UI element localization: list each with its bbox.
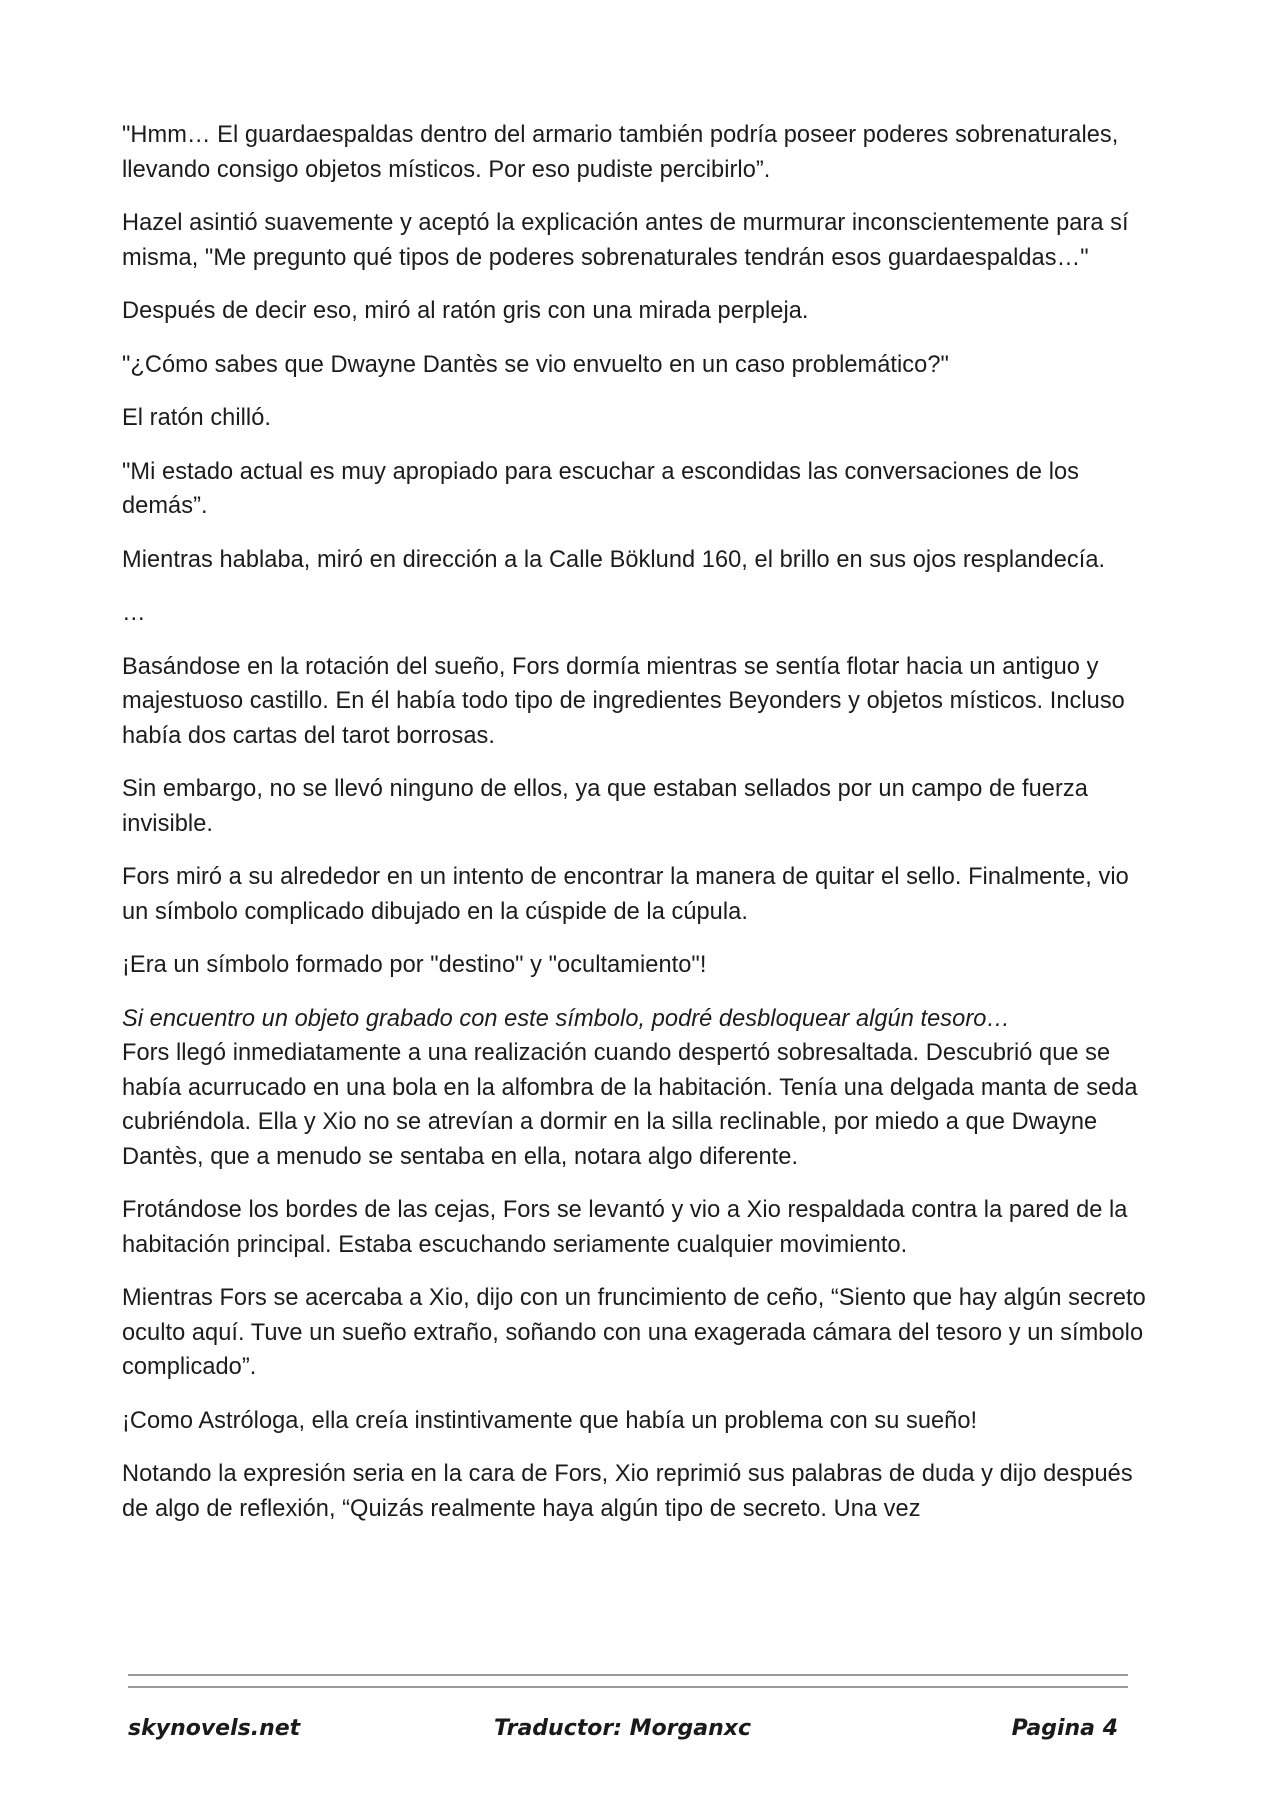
paragraph: Mientras Fors se acercaba a Xio, dijo con un fruncimiento de ceño, “Siento que hay algún secreto oculto aquí. Tuve un sueño extraño, soñando con una exagerada cámara del tesoro y un símbolo complicado”. — [122, 1285, 1146, 1380]
paragraph: Fors miró a su alrededor en un intento de encontrar la manera de quitar el sello. Finalmente, vio un símbolo complicado dibujado en la cúspide de la cúpula. — [122, 864, 1129, 925]
footer-translator: Traductor: Morganxc — [494, 1716, 752, 1741]
footer-page-number: Pagina 4 — [1011, 1716, 1118, 1741]
paragraph: Notando la expresión seria en la cara de Fors, Xio reprimió sus palabras de duda y dijo después de algo de reflexión, “Quizás realmente haya algún tipo de secreto. Una vez — [122, 1461, 1133, 1522]
footer-divider-top — [128, 1674, 1128, 1676]
paragraph: "¿Cómo sabes que Dwayne Dantès se vio envuelto en un caso problemático?" — [122, 351, 949, 378]
page-footer — [128, 1716, 1128, 1756]
footer-divider-bottom — [128, 1686, 1128, 1688]
scene-break: … — [122, 600, 146, 626]
page-body — [122, 118, 1158, 1545]
paragraph: Basándose en la rotación del sueño, Fors dormía mientras se sentía flotar hacia un antiguo y majestuoso castillo. En él había todo tipo de ingredientes Beyonders y objetos místicos. Incluso había dos cartas del tarot borrosas. — [122, 653, 1125, 749]
paragraph: Después de decir eso, miró al ratón gris con una mirada perpleja. — [122, 298, 809, 324]
paragraph: ¡Como Astróloga, ella creía instintivamente que había un problema con su sueño! — [122, 1407, 978, 1434]
paragraph: ¡Era un símbolo formado por "destino" y "ocultamiento"! — [122, 952, 707, 978]
paragraph: Mientras hablaba, miró en dirección a la Calle Böklund 160, el brillo en sus ojos resplandecía. — [122, 546, 1106, 573]
paragraph: Sin embargo, no se llevó ninguno de ellos, ya que estaban sellados por un campo de fuerza invisible. — [122, 776, 1088, 837]
paragraph: Frotándose los bordes de las cejas, Fors se levantó y vio a Xio respaldada contra la pared de la habitación principal. Estaba escuchando seriamente cualquier movimiento. — [122, 1197, 1128, 1258]
paragraph: El ratón chilló. — [122, 405, 271, 431]
paragraph: "Hmm… El guardaespaldas dentro del armario también podría poseer poderes sobrenaturales, llevando consigo objetos místicos. Por eso pudiste percibirlo”. — [122, 122, 1119, 183]
paragraph: Fors llegó inmediatamente a una realización cuando despertó sobresaltada. Descubrió que se había acurrucado en una bola en la alfombra de la habitación. Tenía una delgada manta de seda cubriéndola. Ella y Xio no se atrevían a dormir en la silla reclinable, por miedo a que Dwayne Dantès, que a menudo se sentaba en ella, notara algo diferente. — [122, 1040, 1138, 1170]
italic-thought: Si encuentro un objeto grabado con este símbolo, podré desbloquear algún tesoro… — [122, 1005, 1011, 1032]
paragraph: Hazel asintió suavemente y aceptó la explicación antes de murmurar inconscientemente para sí misma, "Me pregunto qué tipos de poderes sobrenaturales tendrán esos guardaespaldas…" — [122, 210, 1129, 271]
paragraph: "Mi estado actual es muy apropiado para escuchar a escondidas las conversaciones de los demás”. — [122, 458, 1080, 519]
footer-site: skynovels.net — [128, 1716, 301, 1741]
